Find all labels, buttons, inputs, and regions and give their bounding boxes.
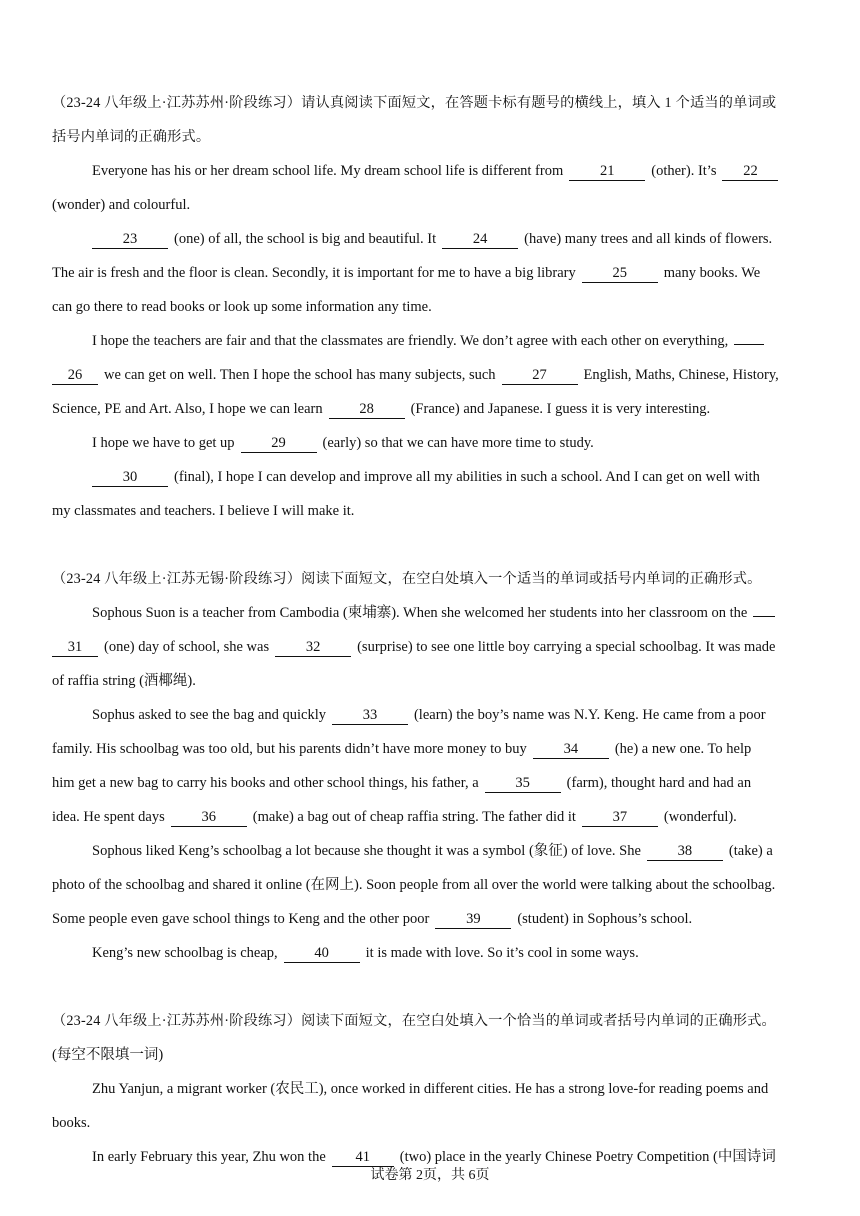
passage-line: Everyone has his or her dream school life. My dream school life is different from 21 (other). It’s 22 xyxy=(52,156,812,190)
passage-line: Sophous liked Keng’s schoolbag a lot because she thought it was a symbol (象征) of love. She 38 (take) a xyxy=(92,843,773,859)
answer-blank-28[interactable]: 28 xyxy=(329,400,405,419)
section-3-header xyxy=(52,1006,812,1040)
passage-line: 31 (one) day of school, she was 32 (surprise) to see one little boy carrying a special schoolbag. It was made xyxy=(52,632,812,666)
answer-blank-25[interactable]: 25 xyxy=(582,264,658,283)
page-footer: 试卷第 2页，共 6页 xyxy=(370,1168,490,1183)
answer-blank-29[interactable]: 29 xyxy=(241,434,317,453)
answer-blank-24[interactable]: 24 xyxy=(442,230,518,249)
instruction-text: 阅读下面短文，在空白处填入一个恰当的单词或者括号内单词的正确形式。 xyxy=(301,1013,776,1029)
source-tag: （23-24 八年级上·江苏无锡·阶段练习） xyxy=(52,571,302,587)
instruction-continued: 括号内单词的正确形式。 xyxy=(52,129,211,145)
passage-line: of raffia string (酒椰绳). xyxy=(52,673,196,689)
passage-line: Zhu Yanjun, a migrant worker (农民工), once worked in different cities. He has a strong love-for reading poems and xyxy=(92,1081,769,1097)
answer-blank-32[interactable]: 32 xyxy=(275,638,351,657)
answer-blank-26[interactable]: 26 xyxy=(52,366,98,385)
answer-blank-30[interactable]: 30 xyxy=(92,468,168,487)
passage-line: 26 we can get on well. Then I hope the school has many subjects, such 27 English, Maths, Chinese, History, xyxy=(52,360,812,394)
passage-line: 30 (final), I hope I can develop and improve all my abilities in such a school. And I can get on well with xyxy=(52,462,812,496)
passage-line: can go there to read books or look up some information any time. xyxy=(52,299,432,315)
answer-blank-31-start xyxy=(753,598,775,617)
source-tag: （23-24 八年级上·江苏苏州·阶段练习） xyxy=(52,95,302,111)
answer-blank-35[interactable]: 35 xyxy=(485,774,561,793)
passage-line: idea. He spent days 36 (make) a bag out of cheap raffia string. The father did it 37 (wonderful). xyxy=(52,809,737,825)
answer-blank-36[interactable]: 36 xyxy=(171,808,247,827)
answer-blank-23[interactable]: 23 xyxy=(92,230,168,249)
passage-line: I hope the teachers are fair and that the classmates are friendly. We don’t agree with each other on everything, xyxy=(52,326,812,360)
passage-line: family. His schoolbag was too old, but his parents didn’t have more money to buy 34 (he) a new one. To help xyxy=(52,741,752,757)
passage-line: books. xyxy=(52,1115,91,1131)
answer-blank-21[interactable]: 21 xyxy=(569,162,645,181)
answer-blank-40[interactable]: 40 xyxy=(284,944,360,963)
passage-line: Some people even gave school things to Keng and the other poor 39 (student) in Sophous’s school. xyxy=(52,911,693,927)
passage-line: In early February this year, Zhu won the 41 (two) place in the yearly Chinese Poetry Competition (中国诗词 xyxy=(92,1149,776,1165)
answer-blank-26-start xyxy=(734,326,764,345)
passage-line: my classmates and teachers. I believe I will make it. xyxy=(52,503,355,519)
answer-blank-34[interactable]: 34 xyxy=(533,740,609,759)
passage-line: Sophous Suon is a teacher from Cambodia (柬埔寨). When she welcomed her students into her classroom on the xyxy=(52,598,812,632)
section-2-header xyxy=(52,564,812,598)
passage-line: I hope we have to get up 29 (early) so that we can have more time to study. xyxy=(92,435,594,451)
instruction-text: 阅读下面短文，在空白处填入一个适当的单词或括号内单词的正确形式。 xyxy=(301,571,762,587)
passage-line: him get a new bag to carry his books and other school things, his father, a 35 (farm), thought hard and had an xyxy=(52,775,752,791)
answer-blank-38[interactable]: 38 xyxy=(647,842,723,861)
answer-blank-41[interactable]: 41 xyxy=(332,1148,394,1167)
passage-line: Science, PE and Art. Also, I hope we can learn 28 (France) and Japanese. I guess it is very interesting. xyxy=(52,401,711,417)
passage-line: Keng’s new schoolbag is cheap, 40 it is made with love. So it’s cool in some ways. xyxy=(92,945,639,961)
answer-blank-39[interactable]: 39 xyxy=(435,910,511,929)
passage-line: Sophus asked to see the bag and quickly 33 (learn) the boy’s name was N.Y. Keng. He came from a poor xyxy=(92,707,766,723)
answer-blank-22[interactable]: 22 xyxy=(722,162,778,181)
section-1-header xyxy=(52,88,812,122)
answer-blank-37[interactable]: 37 xyxy=(582,808,658,827)
passage-line: The air is fresh and the floor is clean. Secondly, it is important for me to have a big library 25 many books. We xyxy=(52,265,761,281)
answer-blank-31[interactable]: 31 xyxy=(52,638,98,657)
passage-line: 23 (one) of all, the school is big and beautiful. It 24 (have) many trees and all kinds of flowers. xyxy=(52,224,812,258)
answer-blank-27[interactable]: 27 xyxy=(502,366,578,385)
instruction-continued: (每空不限填一词) xyxy=(52,1047,164,1063)
passage-line: photo of the schoolbag and shared it online (在网上). Soon people from all over the world were talking about the schoolbag. xyxy=(52,877,776,893)
answer-blank-33[interactable]: 33 xyxy=(332,706,408,725)
passage-line: (wonder) and colourful. xyxy=(52,197,191,213)
source-tag: （23-24 八年级上·江苏苏州·阶段练习） xyxy=(52,1013,302,1029)
exam-page xyxy=(52,88,812,1176)
instruction-text: 请认真阅读下面短文，在答题卡标有题号的横线上，填入 1 个适当的单词或 xyxy=(301,95,777,111)
